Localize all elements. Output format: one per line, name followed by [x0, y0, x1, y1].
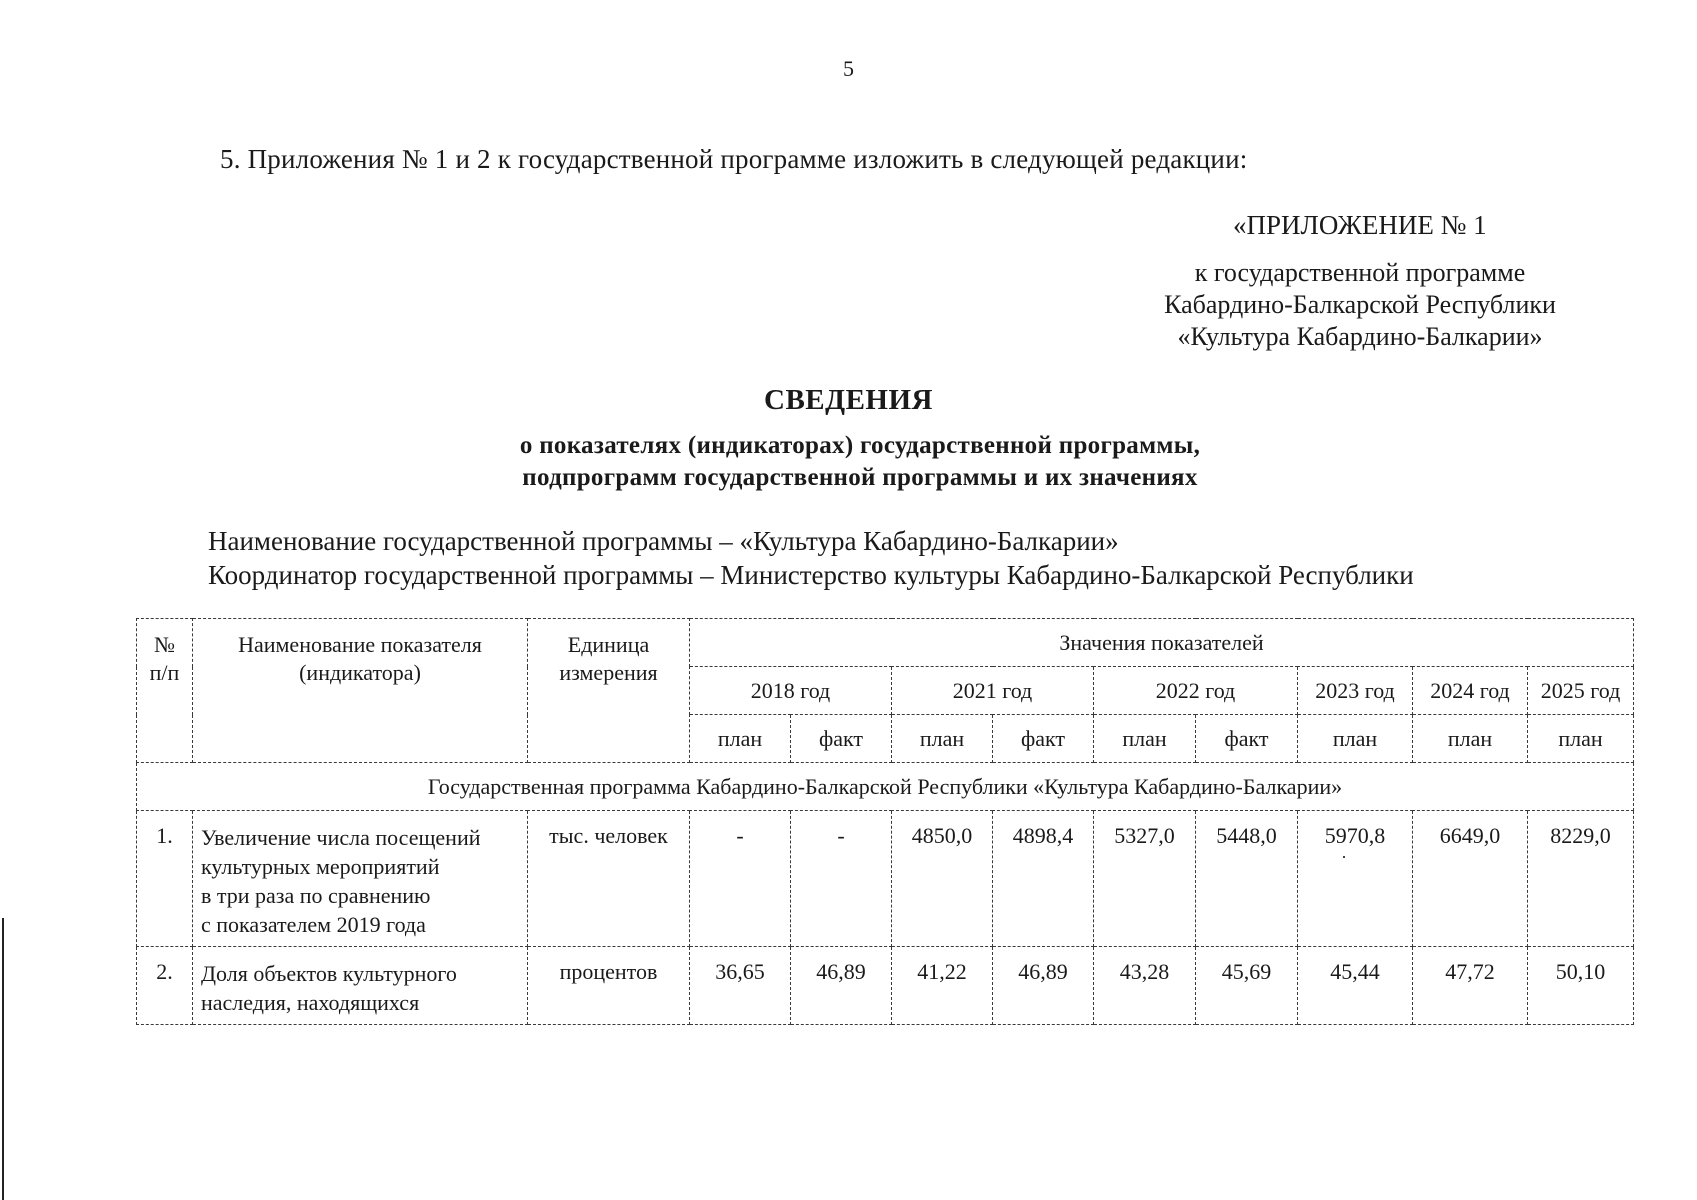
value-2024-plan: 6649,0: [1413, 811, 1528, 947]
value-2024-plan: 47,72: [1413, 947, 1528, 1025]
appendix-line-1: к государственной программе: [1194, 258, 1526, 287]
value-2021-plan: 4850,0: [892, 811, 993, 947]
header-name-line-2: (индикатора): [299, 660, 421, 685]
value-2025-plan: 8229,0: [1528, 811, 1634, 947]
indicator-unit: тыс. человек: [528, 811, 690, 947]
value-2022-fact: 45,69: [1196, 947, 1298, 1025]
header-sub-2024-plan: план: [1413, 715, 1528, 763]
header-unit-line-2: измерения: [559, 660, 658, 685]
indicator-name-line: с показателем 2019 года: [201, 912, 426, 937]
header-sub-2023-plan: план: [1298, 715, 1413, 763]
header-sub-2018-fact: факт: [791, 715, 892, 763]
value-2018-plan: -: [690, 811, 791, 947]
appendix-line-3: «Культура Кабардино-Балкарии»: [1177, 322, 1543, 351]
table-row: [137, 947, 1634, 1025]
value-2018-fact: 46,89: [791, 947, 892, 1025]
table-row: [137, 811, 1634, 947]
header-values: Значения показателей: [690, 619, 1634, 667]
indicator-name-line: культурных мероприятий: [201, 854, 440, 879]
indicator-name-line: Доля объектов культурного: [201, 961, 457, 986]
header-number-line-1: №: [154, 632, 175, 657]
header-indicator-name: [193, 619, 528, 763]
header-year-2018: 2018 год: [690, 667, 892, 715]
program-name: Наименование государственной программы – «Культура Кабардино-Балкарии»: [208, 526, 1119, 556]
header-year-2025: 2025 год: [1528, 667, 1634, 715]
value-2023-plan: 45,44: [1298, 947, 1413, 1025]
header-year-2024: 2024 год: [1413, 667, 1528, 715]
header-number: [137, 619, 193, 763]
value-2023-plan: 5970,8: [1298, 811, 1413, 947]
value-2025-plan: 50,10: [1528, 947, 1634, 1025]
value-2021-fact: 46,89: [993, 947, 1094, 1025]
header-year-2021: 2021 год: [892, 667, 1094, 715]
header-unit: [528, 619, 690, 763]
subtitle-line-2: подпрограмм государственной программы и их значениях: [522, 464, 1198, 491]
indicator-name: [193, 947, 528, 1025]
scan-edge-line: [2, 918, 4, 1200]
value-2022-fact: 5448,0: [1196, 811, 1298, 947]
value-2018-plan: 36,65: [690, 947, 791, 1025]
row-number: 1.: [137, 811, 193, 947]
value-2021-plan: 41,22: [892, 947, 993, 1025]
page-number: 5: [843, 56, 854, 81]
indicators-table: [136, 618, 1634, 1025]
value-2021-fact: 4898,4: [993, 811, 1094, 947]
header-sub-2025-plan: план: [1528, 715, 1634, 763]
subtitle-line-1: о показателях (индикаторах) государственной программы,: [519, 432, 1201, 459]
header-sub-2018-plan: план: [690, 715, 791, 763]
indicator-unit: процентов: [528, 947, 690, 1025]
scan-dot: [1343, 856, 1345, 858]
header-year-2022: 2022 год: [1094, 667, 1298, 715]
indicator-name-line: наследия, находящихся: [201, 990, 420, 1015]
header-sub-2022-fact: факт: [1196, 715, 1298, 763]
header-year-2023: 2023 год: [1298, 667, 1413, 715]
row-number: 2.: [137, 947, 193, 1025]
value-2018-fact: -: [791, 811, 892, 947]
indicator-name: [193, 811, 528, 947]
program-coordinator: Координатор государственной программы – Министерство культуры Кабардино-Балкарской Республики: [208, 560, 1414, 590]
document-title: СВЕДЕНИЯ: [764, 384, 933, 416]
header-name-line-1: Наименование показателя: [238, 632, 482, 657]
value-2022-plan: 43,28: [1094, 947, 1196, 1025]
indicator-name-line: Увеличение числа посещений: [201, 825, 481, 850]
appendix-line-2: Кабардино-Балкарской Республики: [1164, 290, 1556, 319]
intro-paragraph: 5. Приложения № 1 и 2 к государственной программе изложить в следующей редакции:: [220, 144, 1248, 174]
section-title-row: Государственная программа Кабардино-Балкарской Республики «Культура Кабардино-Балкарии»: [137, 763, 1634, 811]
header-sub-2021-fact: факт: [993, 715, 1094, 763]
header-unit-line-1: Единица: [567, 632, 650, 657]
header-sub-2022-plan: план: [1094, 715, 1196, 763]
indicator-name-line: в три раза по сравнению: [201, 883, 431, 908]
appendix-heading: «ПРИЛОЖЕНИЕ № 1: [1233, 210, 1487, 240]
header-number-line-2: п/п: [149, 660, 180, 685]
value-2022-plan: 5327,0: [1094, 811, 1196, 947]
header-sub-2021-plan: план: [892, 715, 993, 763]
